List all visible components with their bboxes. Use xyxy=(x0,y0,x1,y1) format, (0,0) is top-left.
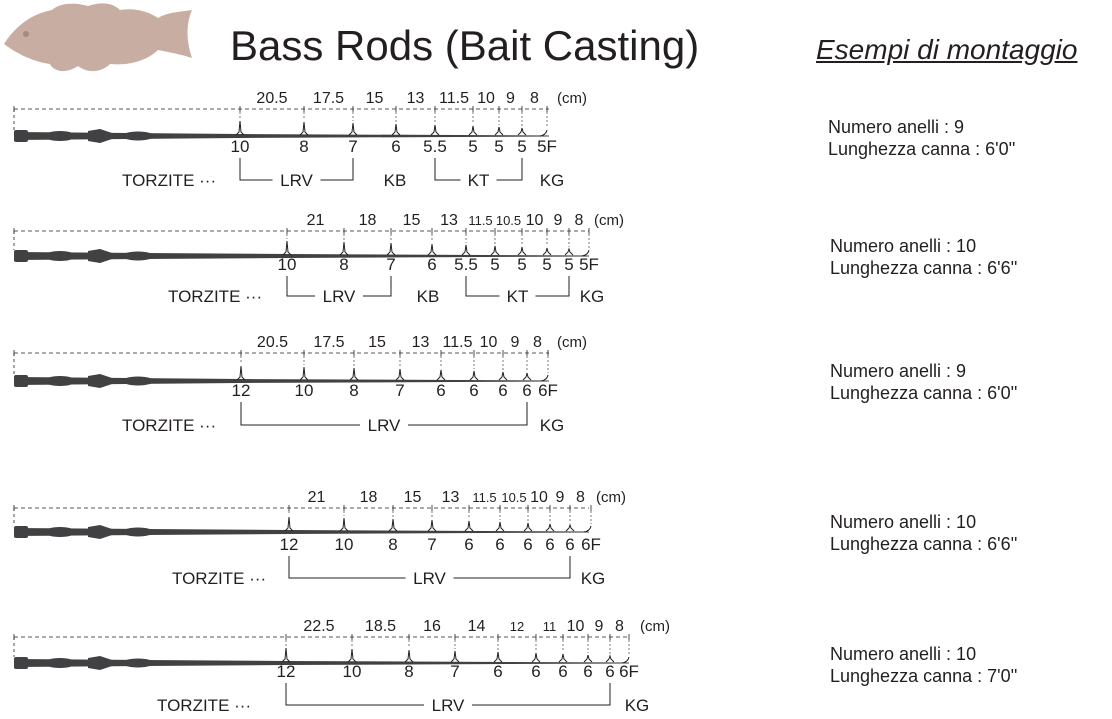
rod-1-group-label-kg: KG xyxy=(539,171,565,190)
rod-4-rear-grip xyxy=(44,527,76,537)
rod-3-fore-grip xyxy=(122,377,154,386)
rod-2-guide xyxy=(518,247,526,255)
rod-4-group-label-lrv: LRV xyxy=(413,569,446,588)
rod-4-ring-size-label: 6 xyxy=(565,535,575,554)
rod-2-spacing-label: 11.5 xyxy=(468,213,493,228)
rod-2-spacing-label: 10 xyxy=(525,212,544,229)
rod-3-group-label-kg: KG xyxy=(539,416,565,435)
rod-2-group-label-kt: KT xyxy=(506,287,529,306)
rod-2-guide xyxy=(543,248,551,255)
rod-3-spacing-label: 10 xyxy=(479,334,498,351)
rod-3-reel-seat xyxy=(88,374,112,388)
rod-5-group-label-lrv: LRV xyxy=(431,696,465,715)
rod-3-spacing-label: 8 xyxy=(533,334,542,351)
rod-5-ring-size-label: 6 xyxy=(558,662,568,681)
rod-2-ring-count: Numero anelli : 10 xyxy=(830,236,977,256)
rod-2-guide xyxy=(491,246,499,255)
rod-3-ring-size-label: 10 xyxy=(294,381,314,400)
rod-5-spacing-label: 16 xyxy=(423,618,441,635)
rod-1-spacing-label: 10 xyxy=(477,90,495,107)
rod-2-group-label-lrv: LRV xyxy=(322,287,356,306)
rod-4-torzite-label: TORZITE ··· xyxy=(172,569,267,588)
rod-1-spacing-label: 20.5 xyxy=(256,90,288,107)
rod-4-guide xyxy=(546,524,554,531)
rod-5-spacing-label: 22.5 xyxy=(303,618,335,635)
rod-1-butt-cap xyxy=(14,130,28,142)
rod-2-guide xyxy=(340,242,348,255)
rod-1-group-label-kb: KB xyxy=(383,171,407,190)
rod-5-guide xyxy=(532,653,540,662)
rod-2-ring-size-label: 5 xyxy=(517,255,527,274)
rod-5-ring-size-label: 6F xyxy=(619,662,639,681)
rod-3-info xyxy=(830,360,1017,404)
rod-1-spacing-label: 9 xyxy=(506,90,515,107)
rod-5-torzite-label: TORZITE ··· xyxy=(157,696,252,715)
rod-2-torzite-label: TORZITE ··· xyxy=(168,287,263,306)
rod-3-group-label-lrv: LRV xyxy=(367,416,401,435)
rod-2-spacing-label: 15 xyxy=(402,212,421,229)
rod-2-ring-size-label: 6 xyxy=(427,255,437,274)
rod-2-diagram xyxy=(14,228,589,296)
rod-1-guide xyxy=(495,127,503,135)
rod-5-butt-cap xyxy=(14,657,28,669)
rod-5-fore-grip xyxy=(122,659,154,668)
rod-1-ring-count: Numero anelli : 9 xyxy=(828,117,965,137)
rod-1-ring-size-label: 6 xyxy=(391,137,401,156)
rod-2-ring-size-label: 7 xyxy=(386,255,396,274)
rod-4-length: Lunghezza canna : 6'6'' xyxy=(830,534,1018,554)
rod-5-guide xyxy=(584,655,592,662)
rod-5-reel-seat xyxy=(88,656,112,670)
rod-4-ring-size-label: 8 xyxy=(388,535,398,554)
rod-4-spacing-label: 10 xyxy=(530,489,548,506)
rod-4-fore-grip xyxy=(122,528,154,537)
rod-4-ring-size-label: 6 xyxy=(545,535,555,554)
rod-1-tip-top xyxy=(540,130,547,136)
rod-5-ring-size-label: 12 xyxy=(276,662,296,681)
rod-4-ring-size-label: 6 xyxy=(464,535,474,554)
rod-3-ring-size-label: 12 xyxy=(231,381,251,400)
rod-4-spacing-label: 13 xyxy=(441,489,460,506)
rod-4-ring-size-label: 12 xyxy=(279,535,299,554)
rod-5-guide xyxy=(348,649,356,662)
rod-5-guide xyxy=(282,648,290,662)
rod-3-guide xyxy=(237,366,245,380)
rod-3-guide xyxy=(470,371,478,380)
rod-3-unit-label: (cm) xyxy=(557,334,587,351)
rod-4-guide xyxy=(496,522,504,531)
rod-5-spacing-label: 11 xyxy=(542,619,557,634)
rod-1-unit-label: (cm) xyxy=(557,90,587,107)
rod-4-ring-size-label: 6 xyxy=(495,535,505,554)
rod-5-guide xyxy=(405,650,413,662)
rod-5-ring-size-label: 7 xyxy=(450,662,460,681)
rod-3-spacing-label: 9 xyxy=(510,334,520,351)
rod-2-rear-grip xyxy=(44,251,76,261)
rod-2-ring-size-label: 5 xyxy=(564,255,574,274)
rod-4-spacing-label: 8 xyxy=(576,489,585,506)
rod-2-guide xyxy=(428,244,436,255)
rod-5-spacing-label: 12 xyxy=(509,619,525,634)
rod-3-spacing-label: 17.5 xyxy=(313,334,345,351)
rod-4-guide xyxy=(285,517,293,531)
rod-3-guide xyxy=(437,370,445,380)
rod-4-spacing-label: 10.5 xyxy=(501,490,527,505)
rod-1-guide xyxy=(431,125,439,135)
rod-2-length: Lunghezza canna : 6'6'' xyxy=(830,258,1018,278)
rod-1-spacing-label: 11.5 xyxy=(439,90,469,107)
rod-5-rear-grip xyxy=(44,658,76,668)
rod-5-ring-size-label: 6 xyxy=(531,662,541,681)
rod-2-spacing-label: 10.5 xyxy=(495,213,522,228)
rod-1-ring-size-label: 5 xyxy=(468,137,478,156)
page-title: Bass Rods (Bait Casting) xyxy=(230,22,700,69)
rod-2-ring-size-label: 5F xyxy=(579,255,599,274)
rod-4-ring-size-label: 10 xyxy=(334,535,354,554)
rod-1-spacing-label: 13 xyxy=(406,90,425,107)
rod-2-ring-size-label: 8 xyxy=(339,255,349,274)
rod-1-ring-size-label: 5 xyxy=(494,137,504,156)
rod-3-torzite-label: TORZITE ··· xyxy=(122,416,217,435)
rod-4-guide xyxy=(340,518,348,531)
rod-1-rear-grip xyxy=(44,131,76,141)
page-subtitle: Esempi di montaggio xyxy=(816,34,1078,65)
rod-4-guide xyxy=(428,520,436,531)
rod-3-guide xyxy=(350,368,358,380)
rod-1-guide xyxy=(392,124,400,135)
rod-3-ring-size-label: 6 xyxy=(498,381,508,400)
rod-1-group-label-lrv: LRV xyxy=(280,171,313,190)
rod-3-length: Lunghezza canna : 6'0'' xyxy=(830,383,1018,403)
rod-5-spacing-label: 14 xyxy=(467,618,486,635)
rod-4-spacing-label: 15 xyxy=(403,489,422,506)
rod-2-spacing-label: 13 xyxy=(440,212,458,229)
rod-4-spacing-label: 9 xyxy=(555,489,565,506)
rod-1-guide xyxy=(236,121,244,135)
rod-3-guide xyxy=(300,367,308,380)
rod-3-ring-size-label: 7 xyxy=(395,381,405,400)
rod-5-ring-count: Numero anelli : 10 xyxy=(830,644,977,664)
rod-4-group-label-kg: KG xyxy=(580,569,606,588)
rod-3-ring-size-label: 6 xyxy=(436,381,446,400)
rod-2-spacing-label: 9 xyxy=(553,212,563,229)
rod-1-ring-size-label: 8 xyxy=(299,137,309,156)
rod-4-ring-size-label: 7 xyxy=(427,535,437,554)
rod-3-rear-grip xyxy=(44,376,76,386)
rod-2-group-label-kg: KG xyxy=(579,287,605,306)
rod-5-spacing-label: 10 xyxy=(566,618,585,635)
rod-5-ring-size-label: 10 xyxy=(342,662,362,681)
rod-1-ring-size-label: 5.5 xyxy=(423,137,447,156)
rod-1-guide xyxy=(349,123,357,135)
rod-2-spacing-label: 18 xyxy=(358,212,377,229)
rod-4-ring-count: Numero anelli : 10 xyxy=(830,512,977,532)
rod-5-length: Lunghezza canna : 7'0'' xyxy=(830,666,1018,686)
rod-5-info xyxy=(830,643,1017,687)
rod-2-guide xyxy=(283,241,291,255)
rod-1-ring-size-label: 10 xyxy=(230,137,250,156)
rod-2-unit-label: (cm) xyxy=(594,212,624,229)
rod-4-ring-size-label: 6F xyxy=(581,535,601,554)
rod-1-spacing-label: 17.5 xyxy=(312,90,345,107)
rod-4-guide xyxy=(524,523,532,531)
rod-2-butt-cap xyxy=(14,250,28,262)
rod-4-ring-size-label: 6 xyxy=(523,535,533,554)
rod-2-ring-size-label: 5 xyxy=(490,255,500,274)
rod-5-ring-size-label: 8 xyxy=(404,662,414,681)
rod-2-ring-size-label: 10 xyxy=(277,255,297,274)
rod-2-spacing-label: 21 xyxy=(306,212,325,229)
rod-1-length: Lunghezza canna : 6'0'' xyxy=(828,139,1016,159)
rod-1-reel-seat xyxy=(88,129,112,143)
rod-4-tip-top xyxy=(584,526,591,532)
rod-3-spacing-label: 11.5 xyxy=(442,334,473,351)
rod-4-unit-label: (cm) xyxy=(596,489,626,506)
rod-2-guide xyxy=(462,245,470,255)
rod-2-reel-seat xyxy=(88,249,112,263)
rod-2-ring-size-label: 5 xyxy=(542,255,552,274)
rod-4-spacing-label: 18 xyxy=(359,489,378,506)
rod-3-ring-size-label: 6F xyxy=(538,381,558,400)
rod-5-spacing-label: 9 xyxy=(594,618,604,635)
rod-1-torzite-label: TORZITE ··· xyxy=(122,171,217,190)
rod-4-guide xyxy=(566,525,574,531)
rod-4-spacing-label: 21 xyxy=(307,489,326,506)
rod-3-ring-size-label: 6 xyxy=(522,381,532,400)
rod-5-guide xyxy=(451,651,459,662)
rod-5-ring-size-label: 6 xyxy=(583,662,593,681)
rod-1-fore-grip xyxy=(122,132,154,141)
rod-4-guide xyxy=(465,521,473,531)
rod-3-spacing-label: 20.5 xyxy=(256,334,289,351)
rod-5-guide xyxy=(494,652,502,662)
rod-1-spacing-label: 15 xyxy=(365,90,384,107)
rod-3-spacing-label: 13 xyxy=(411,334,430,351)
rod-1-guide xyxy=(469,126,477,135)
rod-3-ring-size-label: 8 xyxy=(349,381,359,400)
rod-1-guide xyxy=(300,122,308,135)
rod-4-guide xyxy=(389,519,397,531)
rod-5-ring-size-label: 6 xyxy=(493,662,503,681)
rod-2-spacing-label: 8 xyxy=(574,212,584,229)
rod-3-guide xyxy=(523,373,531,380)
rod-1-ring-size-label: 5F xyxy=(537,137,557,156)
rod-3-butt-cap xyxy=(14,375,28,387)
rod-1-spacing-label: 8 xyxy=(530,90,539,107)
rod-1-ring-size-label: 7 xyxy=(348,137,358,156)
rod-4-info xyxy=(830,511,1017,555)
rod-5-spacing-label: 18.5 xyxy=(364,618,397,635)
rod-1-guide xyxy=(518,128,526,135)
rod-2-ring-size-label: 5.5 xyxy=(454,255,478,274)
rod-3-ring-size-label: 6 xyxy=(469,381,479,400)
rod-1-info xyxy=(828,116,1015,160)
rod-1-ring-size-label: 5 xyxy=(517,137,527,156)
rod-5-ring-size-label: 6 xyxy=(605,662,615,681)
rod-2-info xyxy=(830,235,1017,279)
rod-1-group-label-kt: KT xyxy=(467,171,490,190)
rod-5-unit-label: (cm) xyxy=(640,618,670,635)
rod-2-fore-grip xyxy=(122,252,154,261)
rod-2-group-label-kb: KB xyxy=(416,287,440,306)
rod-3-guide xyxy=(499,372,507,380)
rod-4-reel-seat xyxy=(88,525,112,539)
rod-4-butt-cap xyxy=(14,526,28,538)
rod-4-spacing-label: 11.5 xyxy=(472,490,497,505)
rod-5-spacing-label: 8 xyxy=(615,618,624,635)
rod-3-spacing-label: 15 xyxy=(368,334,386,351)
rod-3-ring-count: Numero anelli : 9 xyxy=(830,361,967,381)
rod-2-guide xyxy=(387,243,395,255)
rod-5-guide xyxy=(559,654,567,662)
rod-5-group-label-kg: KG xyxy=(624,696,650,715)
rod-3-guide xyxy=(396,369,404,380)
